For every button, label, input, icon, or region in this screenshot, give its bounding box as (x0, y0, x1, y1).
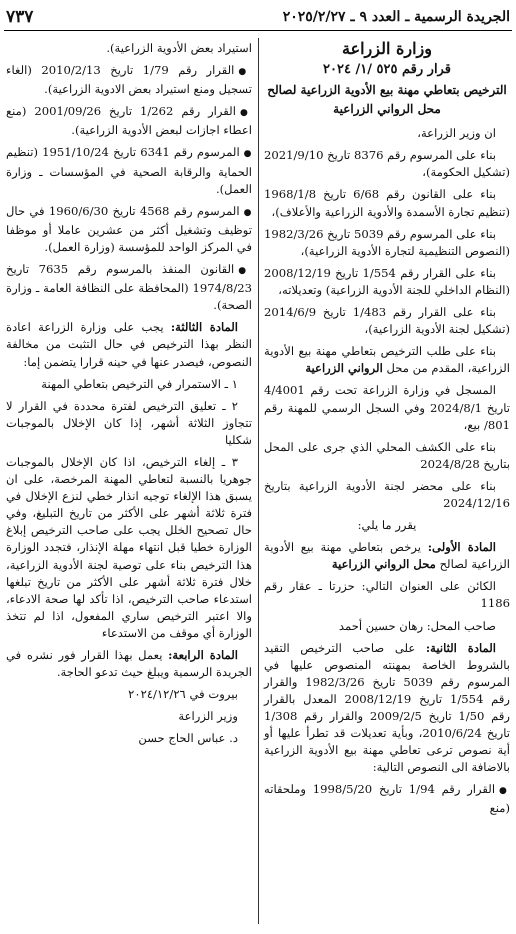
page-number: ٧٣٧ (6, 7, 34, 27)
decision-number: قرار رقم ٥٢٥ /١/ ٢٠٢٤ (323, 62, 451, 78)
right-column (264, 40, 510, 823)
page-header (6, 6, 510, 28)
committee-para: بناء على محضر لجنة الأدوية الزراعية بتاريخ 2024/12/16 (264, 478, 510, 510)
article-1 (264, 539, 510, 573)
continued-text: استيراد بعض الأدوية الزراعية). (106, 41, 252, 55)
minister-name: د. عباس الحاج حسن (138, 731, 238, 746)
address-line: الكائن على العنوان التالي: حزرتا ـ عقار رقم 1186 (264, 579, 510, 611)
decides-line: يقرر ما يلي: (357, 518, 417, 533)
option-1: ١ ـ الاستمرار في الترخيص بتعاطي المهنة (41, 376, 238, 391)
basis-para: بناء على القرار رقم 1/483 تاريخ 2014/6/9 (تشكيل لجنة الأدوية الزراعية)، (264, 305, 510, 337)
list-item: ● القرار رقم 1/262 تاريخ 2001/09/26 (منع اعطاء اجازات لبعض الأدوية الزراعية). (6, 103, 252, 139)
basis-para: بناء على المرسوم رقم 8376 تاريخ 2021/9/10 (تشكيل الحكومة)، (264, 148, 510, 180)
owner-line: صاحب المحل: رهان حسين أحمد (338, 618, 496, 633)
registration-para: المسجل في وزارة الزراعة تحت رقم 4/4001 تاريخ 2024/8/1 وفي السجل الرسمي للمهنة رقم 801/ بيع، (264, 383, 510, 432)
ministry-heading: وزارة الزراعة (341, 39, 433, 58)
list-item: ● المرسوم رقم 4568 تاريخ 1960/6/30 في حال توظيف وتشغيل أكثر من عشرين عاملا أو موظفا في المركز الواحد للمؤسسة (وزارة العمل). (6, 203, 252, 256)
minister-title: وزير الزراعة (178, 709, 238, 724)
basis-para: بناء على المرسوم رقم 5039 تاريخ 1982/3/26 (النصوص التنظيمية لتجارة الأدوية الزراعية)، (264, 226, 510, 258)
article-3-text: يجب على وزارة الزراعة اعادة النظر بهذا الترخيص في حال التثبت من مخالفة النصوص، فيصدر عنها في حينه قرارا يتضمن إما: (6, 320, 252, 369)
decision-subject: الترخيص بتعاطي مهنة بيع الأدوية الزراعية لصالح محل الرواني الزراعية (267, 83, 507, 117)
inspection-para: بناء على الكشف المحلي الذي جرى على المحل بتاريخ 2024/8/28 (264, 439, 510, 471)
shop-name: الرواني الزراعية (305, 361, 383, 376)
publication-title: الجريدة الرسمية ـ العدد ٩ ـ ٢٠٢٥/٢/٢٧ (282, 9, 510, 25)
list-item: ● القرار رقم 1/94 تاريخ 1998/5/20 وملحقاته (منع (264, 781, 510, 817)
column-divider (258, 38, 259, 924)
basis-para: بناء على القانون رقم 6/68 تاريخ 1968/1/8 (تنظيم تجارة الأسمدة والأدوية الزراعية والأعلاف)، (264, 187, 510, 219)
article-3-label: المادة الثالثة: (170, 320, 238, 335)
list-item: ● القرار رقم 1/79 تاريخ 2010/2/13 (الغاء تسجيل ومنع استيراد بعض الادوية الزراعية). (6, 62, 252, 98)
intro-line: ان وزير الزراعة، (417, 126, 496, 141)
option-2: ٢ ـ تعليق الترخيص لفترة محددة في القرار لا تتجاوز الثلاثة أشهر، إذا كان الإخلال بالموجبات شكليا (6, 398, 252, 447)
request-text: بناء على طلب الترخيص بتعاطي مهنة بيع الأدوية الزراعية، المقدم من محل (264, 344, 510, 376)
article-4 (6, 647, 252, 681)
request-para (264, 343, 510, 377)
header-rule (4, 30, 512, 31)
article-2-label: المادة الثانية: (425, 640, 496, 655)
article-1-shop: محل الرواني الزراعية (331, 557, 436, 572)
left-column (6, 40, 252, 752)
article-3 (6, 319, 252, 370)
option-3: ٣ ـ إلغاء الترخيص، اذا كان الإخلال بالموجبات جوهريا بالنسبة لتعاطي المهنة المرخصة، على ان يسبق هذا الإلغاء توجيه انذار خطي لنزع الإخلال في فترة ثلاثة أشهر على الأكثر من تاريخ التبليغ، وفي حال تصحيح الخلل يجب على صاحب الترخيص إبلاغ الوزارة خطيا قبل انتهاء مهلة الإنذار، فتجدد الوزارة هذا الترخيص بناء على توصية لجنة الأدوية الزراعية، خلال فترة ثلاثة أشهر على الأكثر من تاريخ تبلغها استدعاء صاحب الترخيص، اذا تأكد لها صحة الادعاء، والا اعتبر الترخيص ساري المفعول، اذا لم تتخذ الوزارة أي موقف من الاستدعاء (6, 454, 252, 640)
article-2 (264, 640, 510, 777)
list-item: ● المرسوم رقم 6341 تاريخ 1951/10/24 (تنظيم الحماية والرقابة الصحية في المؤسسات ـ وزارة العمل). (6, 144, 252, 197)
article-1-text: يرخص بتعاطي مهنة بيع الأدوية الزراعية لصالح (264, 540, 510, 572)
article-1-label: المادة الأولى: (427, 540, 496, 555)
article-4-label: المادة الرابعة: (168, 648, 238, 662)
article-2-text: على صاحب الترخيص التقيد بالشروط الخاصة بمهنته المنصوص عليها في المرسوم رقم 5039 تاريخ 1982/3/26 والقرار رقم 1/554 تاريخ 2008/12/19 المعدل بالقرار رقم 1/50 تاريخ 2009/2/5 والقرار رقم 1/308 تاريخ 2010/6/24، وبأية تعديلات قد تطرأ عليها أو أية نصوص ترعى تعاطي مهنة بيع الأدوية الزراعية بالاضافة الى النصوص التالية: (264, 640, 510, 775)
article-4-text: يعمل بهذا القرار فور نشره في الجريدة الرسمية ويبلغ حيث تدعو الحاجة. (6, 648, 252, 680)
list-item: ● القانون المنفذ بالمرسوم رقم 7635 تاريخ 1974/8/23 (المحافظة على النظافة العامة ـ وزارة الصحة). (6, 261, 252, 314)
basis-para: بناء على القرار رقم 1/554 تاريخ 2008/12/19 (النظام الداخلي للجنة الأدوية الزراعية) وتعديلاته، (264, 265, 510, 297)
place-date: بيروت في ٢٠٢٤/١٢/٢٦ (128, 687, 238, 702)
